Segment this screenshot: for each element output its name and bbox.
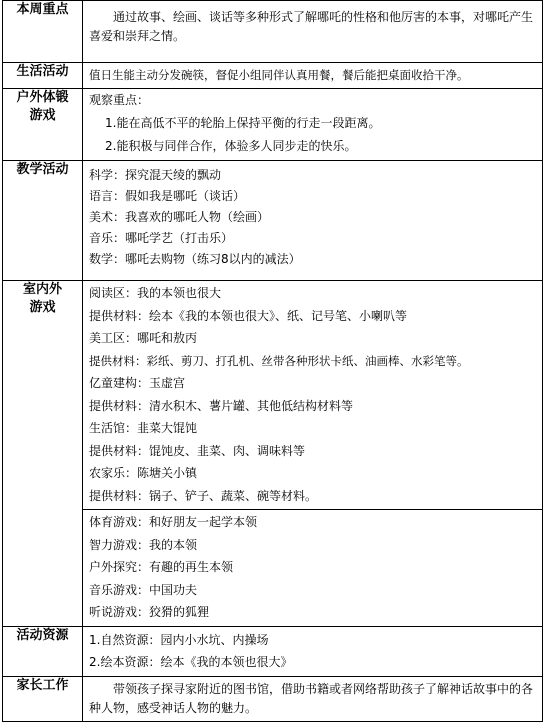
- indoor-outdoor-label-line1: 室内外: [22, 282, 62, 297]
- indoor-outdoor-label-line2: 游戏: [29, 300, 56, 315]
- area-item: 提供材料：清水积木、薯片罐、其他低结构材料等: [89, 398, 354, 413]
- life-activity-text: 值日生能主动分发碗筷，督促小组同伴认真用餐，餐后能把桌面收拾干净。: [89, 68, 469, 82]
- game-item: 户外探究：有趣的再生本领: [89, 560, 234, 574]
- row-outdoor-games: [3, 89, 543, 161]
- teaching-label: 教学活动: [3, 161, 83, 281]
- area-item: 美工区：哪吒和敖丙: [89, 331, 198, 345]
- game-item: 音乐游戏：中国功夫: [89, 582, 198, 597]
- row-teaching: [3, 161, 543, 281]
- area-item: 提供材料：彩纸、剪刀、打孔机、丝带各种形状卡纸、油画棒、水彩笔等。: [89, 353, 469, 368]
- weekly-focus-label: 本周重点: [3, 1, 83, 63]
- weekly-plan-table: [2, 0, 543, 722]
- life-activity-label: 生活活动: [3, 63, 83, 89]
- area-item: 生活馆：韭菜大馄饨: [89, 421, 198, 435]
- row-weekly-focus: [3, 1, 543, 63]
- row-parents: [3, 676, 543, 721]
- game-item: 体育游戏：和好朋友一起学本领: [89, 515, 258, 529]
- outdoor-games-item: 1.能在高低不平的轮胎上保持平衡的行走一段距离。: [105, 116, 381, 131]
- outdoor-games-item: 2.能积极与同伴合作，体验多人同步走的快乐。: [105, 139, 357, 154]
- game-item: 听说游戏：狡猾的狐狸: [89, 605, 210, 619]
- outdoor-games-label-line1: 户外体锻: [16, 90, 69, 105]
- row-life-activity: [3, 63, 543, 89]
- area-item: 提供材料：绘本《我的本领也很大》、纸、记号笔、小喇叭等: [89, 308, 408, 323]
- outdoor-games-heading: 观察重点：: [89, 93, 150, 107]
- row-indoor-outdoor-games: [3, 510, 543, 627]
- area-item: 亿童建构：玉虚宫: [89, 376, 186, 390]
- game-item: 智力游戏：我的本领: [89, 537, 198, 552]
- resource-item: 1.自然资源：园内小水坑、内操场: [89, 632, 269, 647]
- parents-text: 带领孩子探寻家附近的图书馆，借助书籍或者网络帮助孩子了解神话故事中的各种人物，感受神话人物的魅力。: [89, 681, 534, 715]
- row-resources: [3, 626, 543, 676]
- parents-label: 家长工作: [3, 676, 83, 721]
- area-item: 农家乐：陈塘关小镇: [89, 466, 198, 480]
- row-indoor-outdoor-areas: [3, 281, 543, 510]
- area-item: 阅读区：我的本领也很大: [89, 286, 222, 300]
- resource-item: 2.绘本资源：绘本《我的本领也很大》: [89, 654, 293, 669]
- outdoor-games-label-line2: 游戏: [29, 108, 56, 123]
- weekly-focus-text: 通过故事、绘画、谈话等多种形式了解哪吒的性格和他厉害的本事，对哪吒产生喜爱和崇拜之情。: [89, 10, 534, 44]
- area-item: 提供材料：馄饨皮、韭菜、肉、调味料等: [89, 443, 306, 458]
- teaching-item: 音乐：哪吒学艺（打击乐）: [89, 231, 234, 245]
- teaching-item: 数学：哪吒去购物（练习8以内的减法）: [89, 252, 301, 266]
- teaching-item: 科学：探究混天绫的飘动: [89, 168, 222, 182]
- teaching-item: 美术：我喜欢的哪吒人物（绘画）: [89, 210, 270, 224]
- resources-label: 活动资源: [3, 626, 83, 676]
- area-item: 提供材料：锅子、铲子、蔬菜、碗等材料。: [89, 488, 318, 503]
- teaching-item: 语言：假如我是哪吒（谈话）: [89, 189, 246, 203]
